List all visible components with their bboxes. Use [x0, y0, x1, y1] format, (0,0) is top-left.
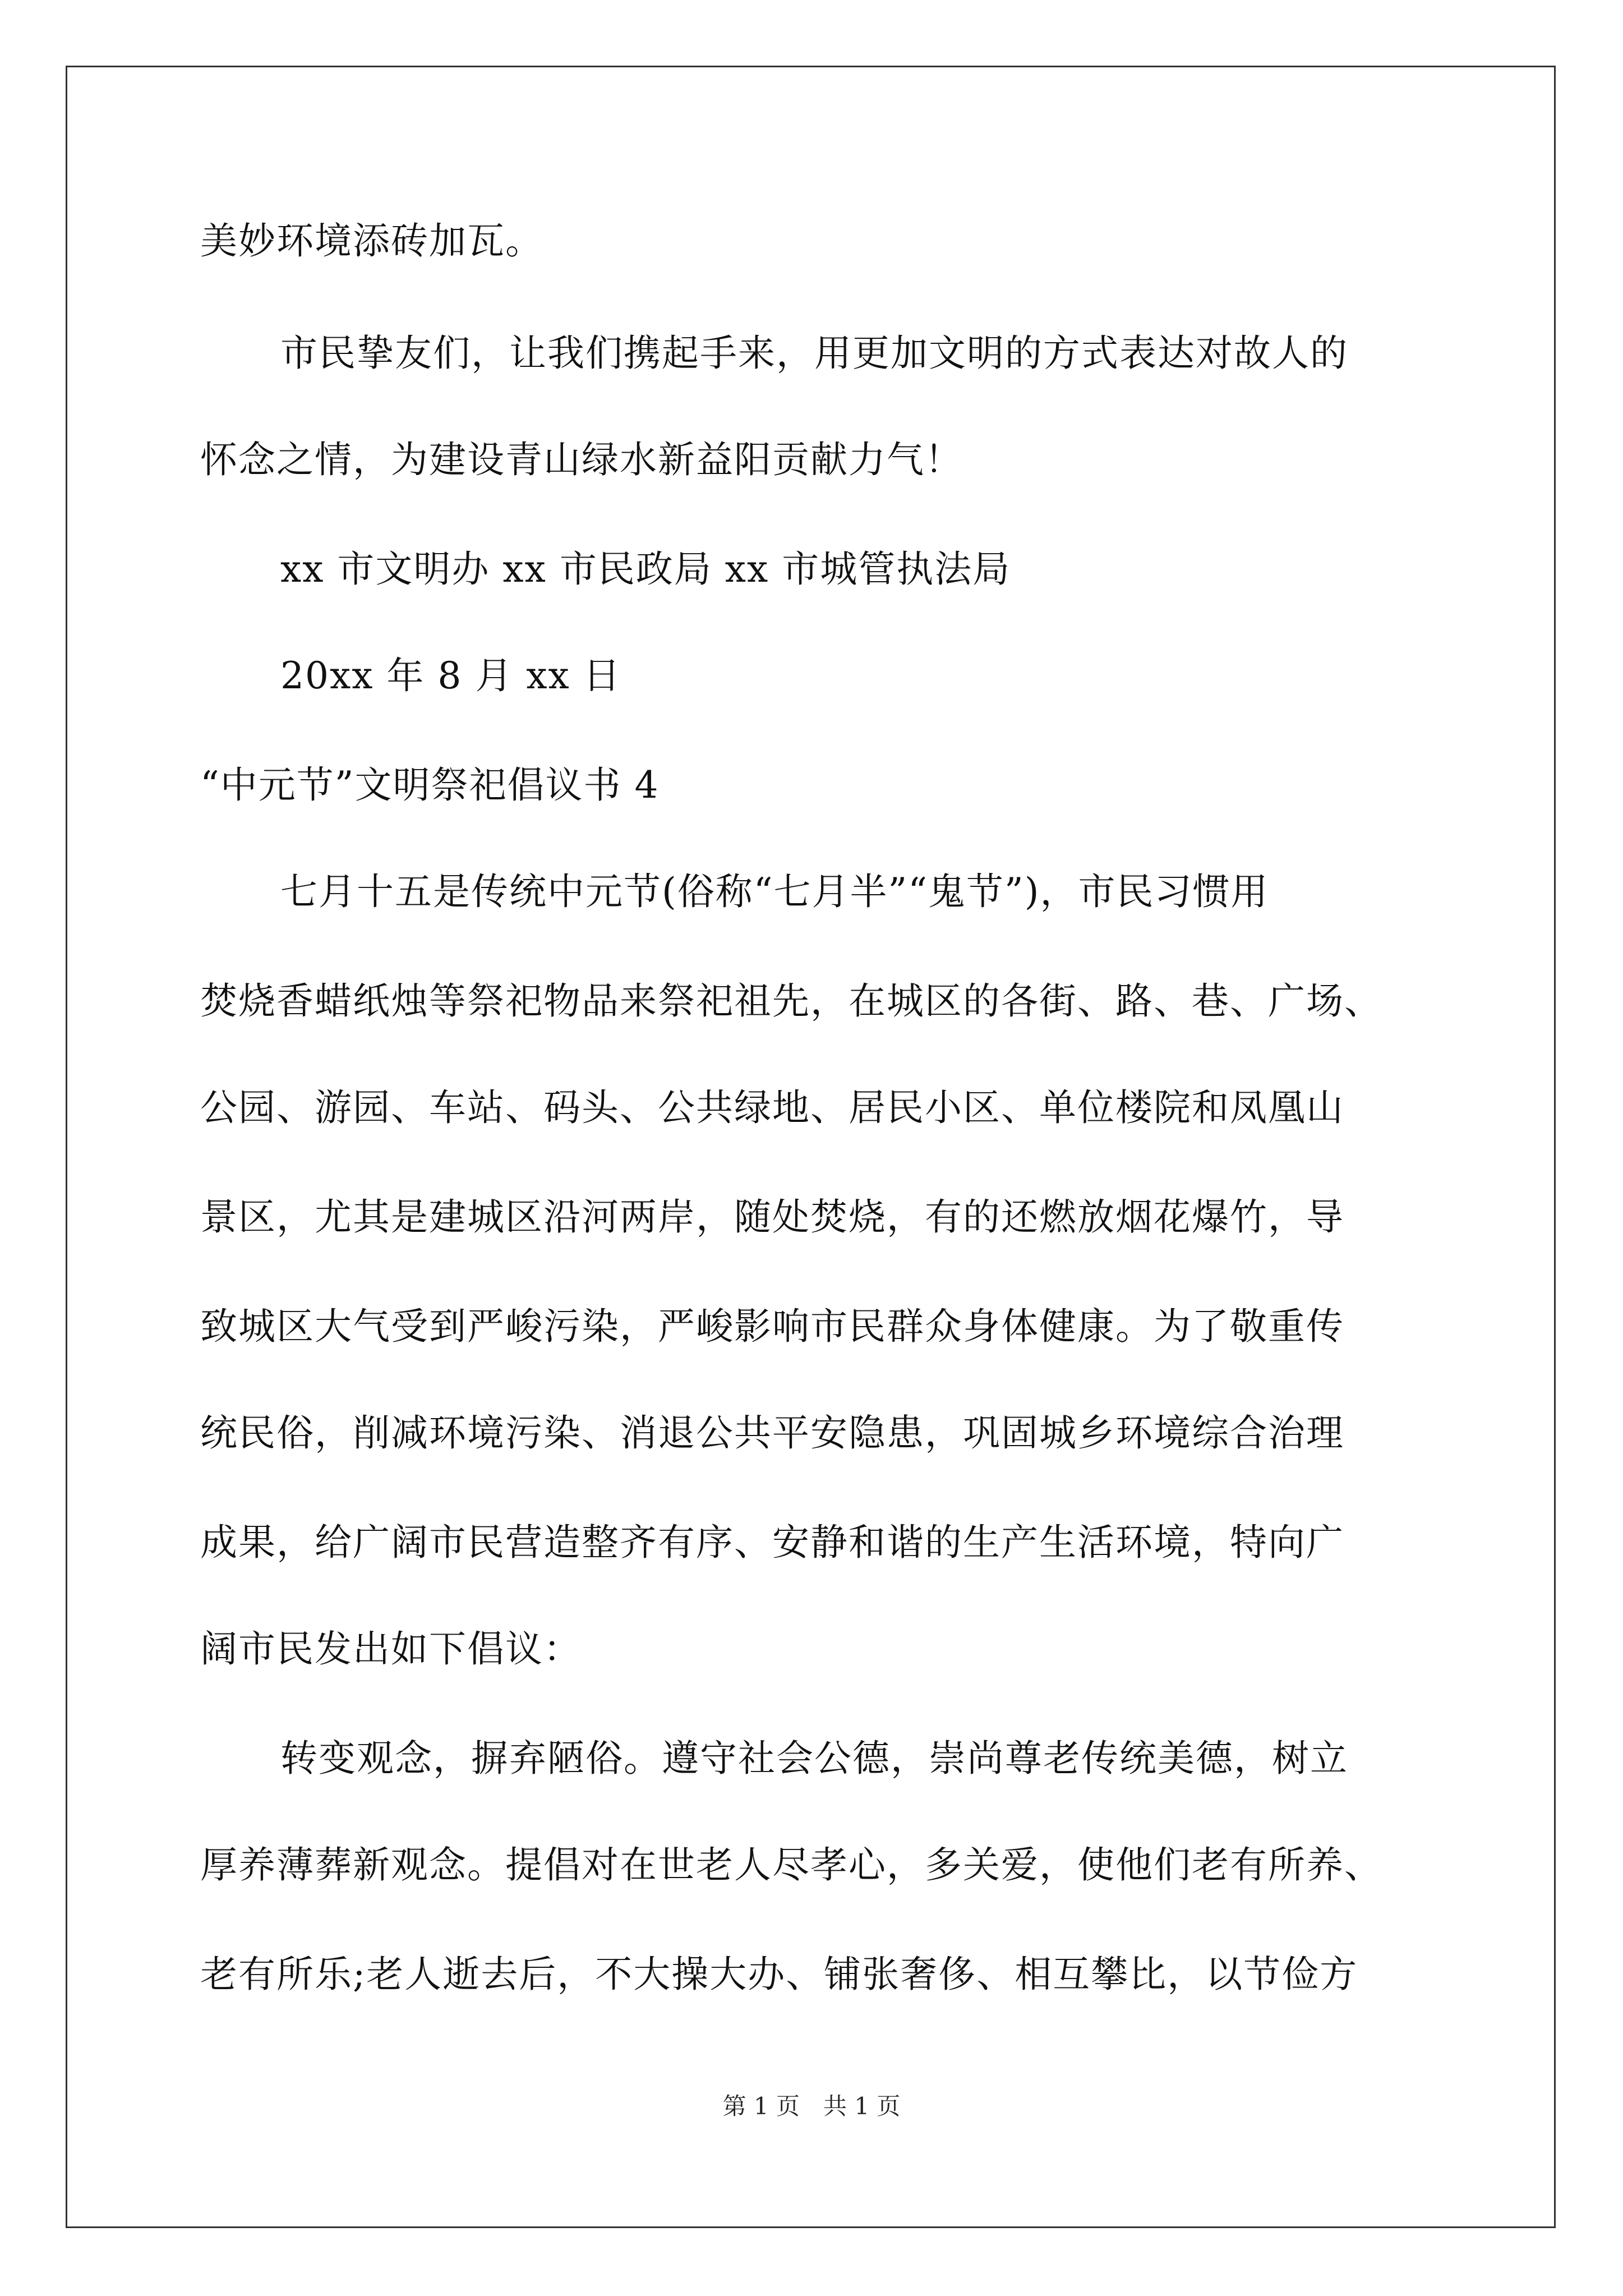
- text-line-11: 致城区大气受到严峻污染，严峻影响市民群众身体健康。为了敬重传: [200, 1305, 1344, 1348]
- text-line-10: 景区，尤其是建城区沿河两岸，随处焚烧，有的还燃放烟花爆竹，导: [200, 1195, 1344, 1239]
- section-title: “中元节”文明祭祀倡议书 4: [200, 763, 660, 807]
- text-line-17: 老有所乐;老人逝去后，不大操大办、铺张奢侈、相互攀比，以节俭方: [200, 1953, 1358, 1996]
- text-line-12: 统民俗，削减环境污染、消退公共平安隐患，巩固城乡环境综合治理: [200, 1411, 1344, 1455]
- text-line-9: 公园、游园、车站、码头、公共绿地、居民小区、单位楼院和凤凰山: [200, 1086, 1344, 1129]
- text-line-2: 市民挚友们，让我们携起手来，用更加文明的方式表达对故人的: [280, 332, 1348, 375]
- text-line-8: 焚烧香蜡纸烛等祭祀物品来祭祀祖先，在城区的各街、路、巷、广场、: [200, 979, 1382, 1023]
- text-line-4: xx 市文明办 xx 市民政局 xx 市城管执法局: [280, 547, 1011, 591]
- text-line-3: 怀念之情，为建设青山绿水新益阳贡献力气！: [200, 438, 963, 481]
- text-line-15: 转变观念，摒弃陋俗。遵守社会公德，崇尚尊老传统美德，树立: [280, 1737, 1348, 1780]
- text-line-1: 美妙环境添砖加瓦。: [200, 219, 543, 263]
- text-line-5: 20xx 年 8 月 xx 日: [280, 654, 621, 697]
- page-border: [66, 66, 1556, 2228]
- text-line-13: 成果，给广阔市民营造整齐有序、安静和谐的生产生活环境，特向广: [200, 1521, 1344, 1564]
- page-footer: 第 1 页 共 1 页: [722, 2092, 901, 2120]
- text-line-14: 阔市民发出如下倡议：: [200, 1627, 582, 1671]
- text-line-16: 厚养薄葬新观念。提倡对在世老人尽孝心，多关爱，使他们老有所养、: [200, 1843, 1382, 1887]
- text-line-7: 七月十五是传统中元节(俗称“七月半”“鬼节”)，市民习惯用: [280, 870, 1269, 913]
